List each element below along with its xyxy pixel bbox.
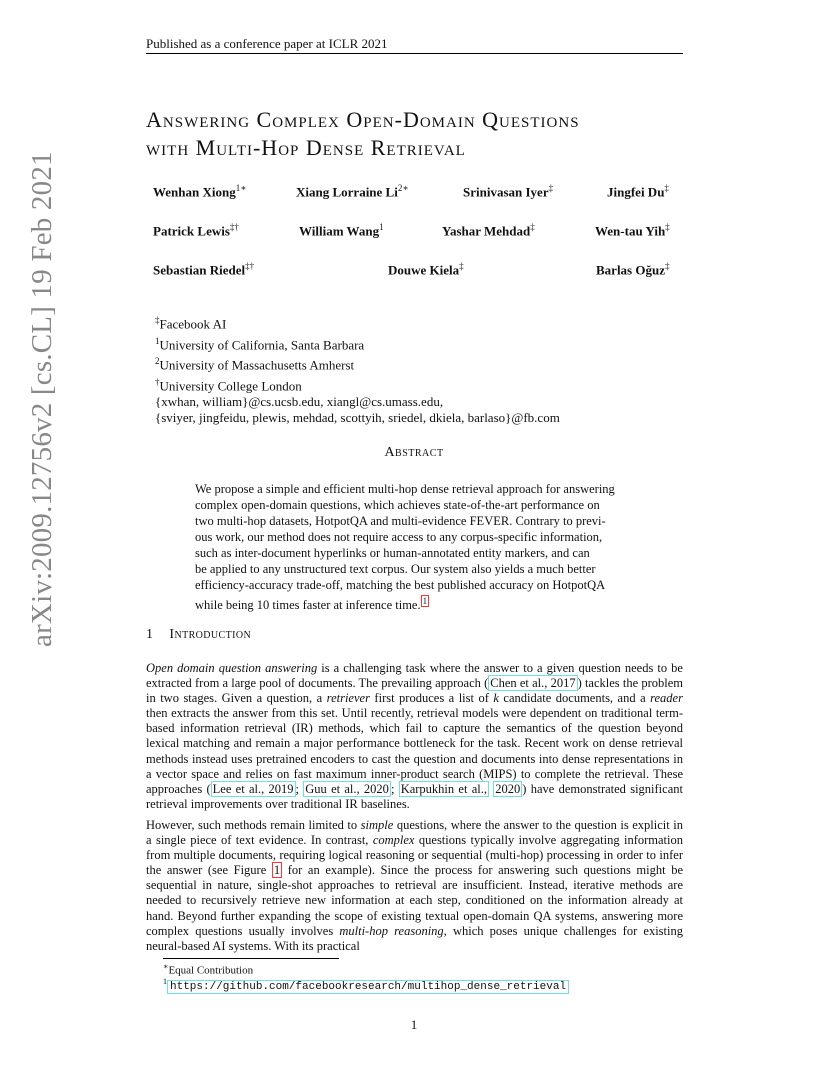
abstract-line: such as inter-document hyperlinks or human-annotated entity markers, and can	[195, 546, 590, 560]
section-heading	[146, 627, 251, 643]
affiliation: ‡Facebook AI	[155, 315, 227, 332]
email-line: {xwhan, william}@cs.ucsb.edu, xiangl@cs.umass.edu,	[155, 394, 444, 410]
arxiv-stamp: arXiv:2009.12756v2 [cs.CL] 19 Feb 2021	[26, 151, 58, 647]
email-line: {sviyer, jingfeidu, plewis, mehdad, scottyih, sriedel, dkiela, barlaso}@fb.com	[155, 410, 560, 426]
section-title: Introduction	[169, 627, 252, 642]
author: Wen-tau Yih‡	[595, 222, 670, 239]
author: Barlas Oğuz‡	[596, 261, 670, 278]
author: Patrick Lewis‡†	[153, 222, 239, 239]
citation-link[interactable]: Guu et al., 2020	[305, 781, 389, 796]
author: Jingfei Du‡	[607, 183, 669, 200]
page-number: 1	[410, 1017, 418, 1032]
footnote-link[interactable]: 1	[422, 596, 428, 606]
citation-link[interactable]: Chen et al., 2017	[490, 676, 576, 691]
author: William Wang$^1$	[299, 222, 384, 239]
paper-title	[146, 106, 686, 162]
affiliations	[155, 312, 560, 427]
title-line-1: Answering Complex Open-Domain Questions	[146, 107, 580, 132]
abstract-line: complex open-domain questions, which achieves state-of-the-art performance on	[195, 498, 600, 512]
affiliation: $^1$University of California, Santa Barbara	[155, 335, 365, 352]
abstract-heading: Abstract	[384, 445, 444, 460]
abstract-line: We propose a simple and efficient multi-hop dense retrieval approach for answering	[195, 482, 615, 496]
author: Douwe Kiela‡	[388, 261, 464, 278]
github-url-link[interactable]: https://github.com/facebookresearch/multihop_dense_retrieval	[167, 980, 569, 994]
header-rule	[146, 53, 683, 54]
author: Srinivasan Iyer‡	[463, 183, 554, 200]
citation-link[interactable]: Lee et al., 2019	[212, 781, 294, 796]
footnote-1: ∗Equal Contribution	[163, 962, 254, 977]
citation-link[interactable]: Karpukhin et al.,	[400, 781, 487, 796]
section-number: 1	[146, 627, 154, 642]
abstract-line: efficiency-accuracy trade-off, matching the best published accuracy on HotpotQA	[195, 578, 606, 592]
affiliation: †University College London	[155, 376, 302, 393]
abstract-line: be applied to any unstructured text corpus. Our system also yields a much better	[195, 562, 596, 576]
figure-link[interactable]: 1	[273, 863, 281, 878]
intro-paragraph-2: However, such methods remain limited to simple questions, where the answer to the question is explicit in a single piece of text evidence. In contrast, complex questions typically involve aggregating information from multiple documents, requiring logical reasoning or sequential (multi-hop) processing in order to infer the answer (see Figure 1 for an example). Since the process for answering such questions might be sequential in nature, single-shot approaches to retrieval are insufficient. Instead, iterative methods are needed to recursively retrieve new information at each step, conditioned on the information already at hand. Beyond further expanding the scope of existing textual open-domain QA systems, answering more complex questions usually involves multi-hop reasoning, which poses unique challenges for existing neural-based AI systems. With its practical	[146, 818, 683, 953]
abstract-body	[195, 481, 633, 613]
author: Wenhan Xiong$^{1∗}$	[153, 183, 247, 200]
abstract-line: two multi-hop datasets, HotpotQA and multi-evidence FEVER. Contrary to previ-	[195, 514, 606, 528]
abstract-line: ous work, our method does not require access to any corpus-specific information,	[195, 530, 603, 544]
abstract-line: while being 10 times faster at inference time. $^1$	[195, 596, 428, 613]
author: Sebastian Riedel‡†	[153, 261, 255, 278]
title-line-2: with Multi-Hop Dense Retrieval	[146, 135, 466, 160]
running-head: Published as a conference paper at ICLR 2021	[146, 36, 388, 51]
citation-link[interactable]: 2020	[495, 781, 521, 796]
footnote-rule	[163, 958, 339, 959]
intro-paragraph-1: Open domain question answering is a challenging task where the answer to a given question needs to be extracted from a large pool of documents. The prevailing approach ( Chen et al., 2017 ) tackles the problem in two stages. Given a question, a retriever first produces a list of k candidate documents, and a reader then extracts the answer from this set. Until recently, retrieval models were dependent on traditional term-based information retrieval (IR) methods, which fail to capture the semantics of the question beyond lexical matching and remain a major performance bottleneck for the task. Recent work on dense retrieval methods instead uses pretrained encoders to cast the question and documents into dense representations in a vector space and relies on fast maximum inner-product search (MIPS) to complete the retrieval. These approaches ( Lee et al., 2019 ; Guu et al., 2020 ; Karpukhin et al., 2020 ) have demonstrated significant retrieval improvements over traditional IR baselines.	[146, 661, 683, 811]
author: Xiang Lorraine $Li^{2∗}$	[296, 183, 409, 200]
arxiv-stamp-container	[22, 151, 62, 647]
author: Yashar Mehdad‡	[442, 222, 535, 239]
affiliation: $^2$University of Massachusetts Amherst	[155, 356, 355, 373]
footnote-2: $^1$ https://github.com/facebookresearch/multihop_dense_retrieval	[163, 977, 569, 993]
